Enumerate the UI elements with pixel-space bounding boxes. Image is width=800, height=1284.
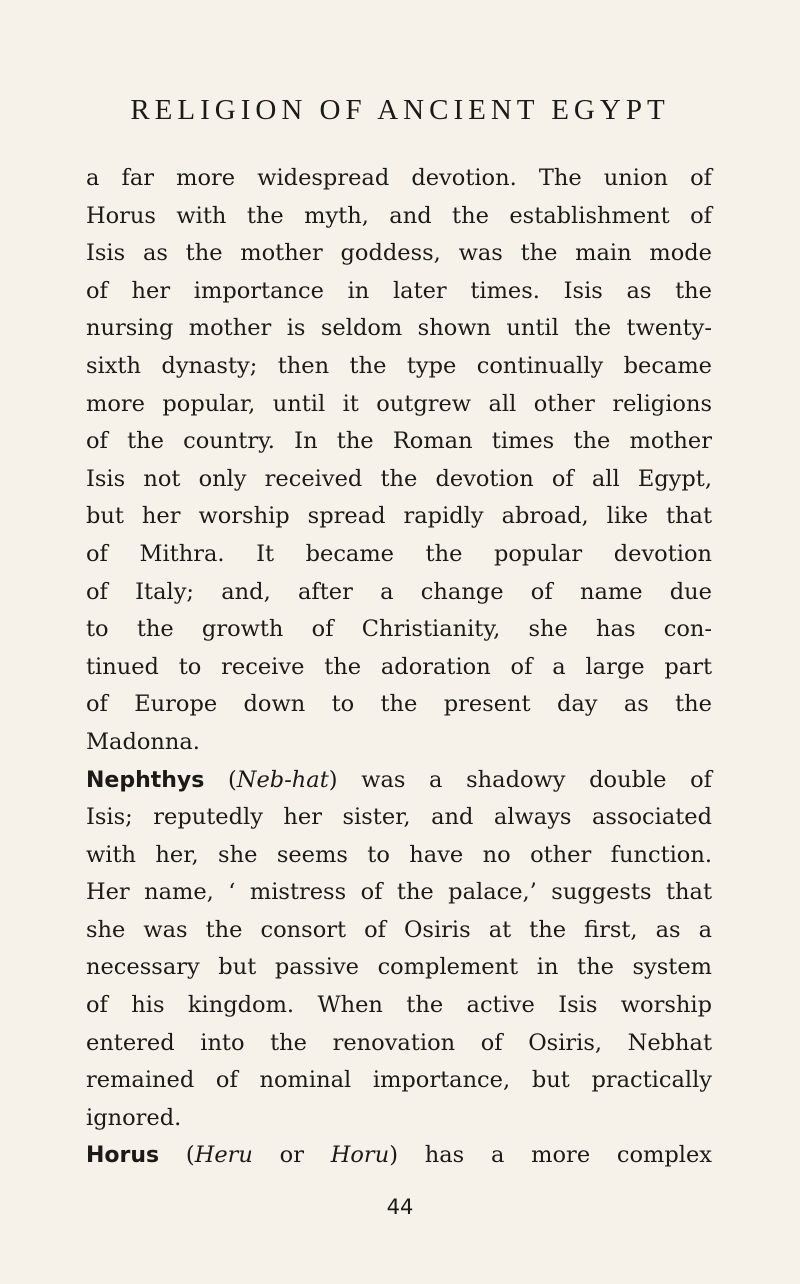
text-line: nursing mother is seldom shown until the twenty- (86, 315, 712, 342)
text-line: tinued to receive the adoration of a large part (86, 653, 712, 680)
text-run: ) was a shadowy double of (328, 766, 712, 793)
paren-open: ( (204, 766, 237, 793)
paren-open: ( (159, 1142, 195, 1169)
horus-alt-name: Heru (194, 1142, 253, 1169)
text-line: Madonna. (86, 728, 200, 755)
text-line: Isis as the mother goddess, was the main mode (86, 240, 712, 267)
text-line: remained of nominal importance, but practically (86, 1067, 712, 1094)
running-head: RELIGION OF ANCIENT EGYPT (130, 94, 670, 126)
paragraph-isis-devotion (86, 160, 712, 762)
nephthys-heading: Nephthys (86, 767, 205, 793)
page-number: 44 (386, 1195, 414, 1219)
horus-heading: Horus (86, 1143, 160, 1169)
text-line: Horus with the myth, and the establishment of (86, 202, 712, 229)
text-line: but her worship spread rapidly abroad, like that (86, 503, 712, 530)
text-line: to the growth of Christianity, she has con- (86, 616, 712, 643)
text-line: with her, she seems to have no other function. (86, 841, 712, 868)
text-line: of Mithra. It became the popular devotion (86, 540, 712, 567)
text-run: ) has a more complex (389, 1142, 712, 1169)
text-line: of the country. In the Roman times the mother (86, 428, 712, 455)
text-run: or (252, 1142, 331, 1169)
text-line: Isis not only received the devotion of all Egypt, (86, 465, 712, 492)
text-line: Her name, ‘ mistress of the palace,’ suggests that (86, 879, 712, 906)
paragraph-horus (86, 1137, 712, 1175)
text-line: sixth dynasty; then the type continually became (86, 352, 712, 379)
text-line: Isis; reputedly her sister, and always associated (86, 804, 712, 831)
text-line: of Italy; and, after a change of name due (86, 578, 712, 605)
body-text (86, 160, 712, 1175)
text-line: she was the consort of Osiris at the first, as a (86, 916, 712, 943)
nephthys-alt-name: Neb-hat (236, 766, 329, 793)
text-line (86, 1137, 712, 1175)
text-line: entered into the renovation of Osiris, Nebhat (86, 1029, 712, 1056)
text-line: of her importance in later times. Isis as the (86, 277, 712, 304)
text-line: ignored. (86, 1104, 182, 1131)
text-line: of Europe down to the present day as the (86, 691, 712, 718)
paragraph-nephthys (86, 762, 712, 1138)
text-line: a far more widespread devotion. The union of (86, 165, 712, 191)
text-line: necessary but passive complement in the system (86, 954, 712, 981)
text-line: more popular, until it outgrew all other religions (86, 390, 712, 417)
text-line (86, 762, 712, 800)
text-line: of his kingdom. When the active Isis worship (86, 992, 712, 1019)
horus-alt-name: Horu (330, 1142, 390, 1169)
